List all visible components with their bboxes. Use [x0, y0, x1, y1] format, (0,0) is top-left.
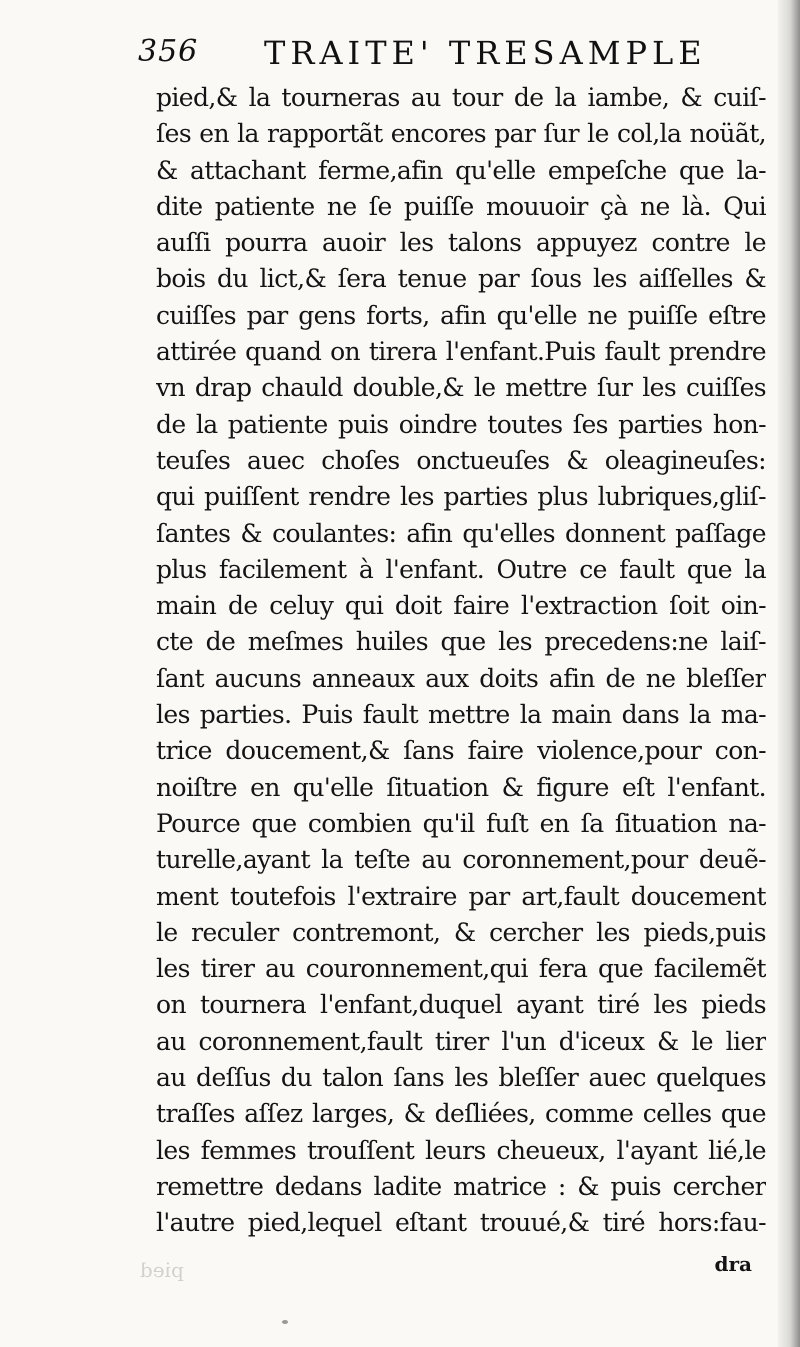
text-line: les femmes trouſſent leurs cheueux, l'ayant lié,le — [156, 1135, 766, 1165]
text-line: au coronnement,fault tirer l'un d'iceux & le lier — [156, 1026, 766, 1056]
text-line: vn drap chauld double,& le mettre ſur les cuiſſes — [156, 373, 766, 403]
text-line: auſſi pourra auoir les talons appuyez contre le — [156, 228, 766, 258]
text-line: qui puiſſent rendre les parties plus lubriques,gliſ- — [156, 482, 766, 512]
text-line: les tirer au couronnement,qui fera que facilemẽt — [156, 954, 766, 984]
text-line: au deſſus du talon ſans les bleſſer auec quelques — [156, 1063, 766, 1093]
page-header — [138, 30, 778, 80]
text-line: ſes en la rapportãt encores par ſur le col,la noüãt, — [156, 119, 766, 149]
catchword: dra — [714, 1252, 752, 1276]
show-through-text: pied — [140, 1258, 184, 1282]
text-line: plus facilement à l'enfant. Outre ce fault que la — [156, 554, 766, 584]
text-line: cuiſſes par gens forts, afin qu'elle ne puiſſe eſtre — [156, 300, 766, 330]
text-line: turelle,ayant la teſte au coronnement,pour deuẽ- — [156, 845, 766, 875]
text-line: main de celuy qui doit faire l'extraction ſoit oin- — [156, 591, 766, 621]
text-line: on tournera l'enfant,duquel ayant tiré les pieds — [156, 990, 766, 1020]
page-edge-shadow — [778, 0, 800, 1347]
text-line: l'autre pied,lequel eſtant trouué,& tiré hors:fau- — [156, 1208, 766, 1238]
ink-smudge — [282, 1320, 288, 1324]
text-line: traſſes aſſez larges, & deſliées, comme celles que — [156, 1099, 766, 1129]
text-line: le reculer contremont, & cercher les pieds,puis — [156, 917, 766, 947]
text-line: attirée quand on tirera l'enfant.Puis fault prendre — [156, 337, 766, 367]
page-number: 356 — [138, 34, 199, 69]
text-line: Pource que combien qu'il fuſt en ſa ſituation na- — [156, 808, 766, 838]
body-text — [156, 80, 766, 1242]
text-line: ment toutefois l'extraire par art,fault doucement — [156, 881, 766, 911]
text-line: ſantes & coulantes: afin qu'elles donnent paſſage — [156, 518, 766, 548]
text-line: noiſtre en qu'elle ſituation & figure eſt l'enfant. — [156, 772, 766, 802]
running-head: TRAITE' TRESAMPLE — [264, 34, 707, 72]
text-line: trice doucement,& ſans faire violence,pour con- — [156, 736, 766, 766]
text-line: pied,& la tourneras au tour de la iambe, & cuiſ- — [156, 83, 766, 112]
text-line: teuſes auec choſes onctueuſes & oleagineuſes: — [156, 445, 766, 475]
text-line: cte de meſmes huiles que les precedens:ne laiſ- — [156, 627, 766, 657]
text-line: les parties. Puis fault mettre la main dans la ma- — [156, 700, 766, 730]
text-line: dite patiente ne ſe puiſſe mouuoir çà ne là. Qui — [156, 191, 766, 221]
text-line: bois du lict,& ſera tenue par ſous les aiſſelles & — [156, 264, 766, 294]
text-line: & attachant ferme,afin qu'elle empeſche que la- — [156, 155, 766, 185]
text-line: de la patiente puis oindre toutes ſes parties hon- — [156, 409, 766, 439]
text-line: remettre dedans ladite matrice : & puis cercher — [156, 1171, 766, 1201]
text-line: ſant aucuns anneaux aux doits afin de ne bleſſer — [156, 663, 766, 693]
